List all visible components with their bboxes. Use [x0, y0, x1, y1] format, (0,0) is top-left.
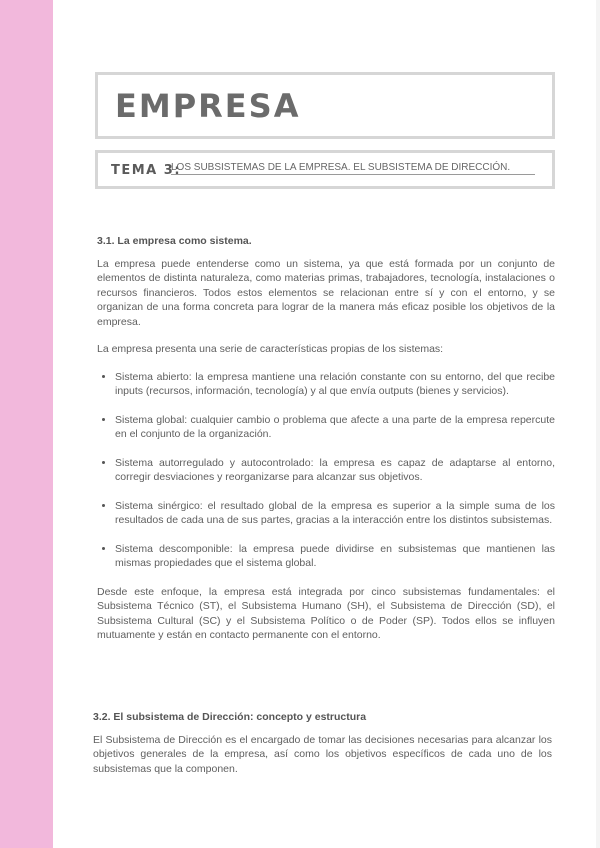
characteristics-list	[97, 370, 555, 571]
section-2-text: El Subsistema de Dirección es el encargado de tomar las decisiones necesarias para alcanzar los objetivos generales de la empresa, así como los objetivos específicos de cada uno de los subsistemas que la componen.	[93, 733, 552, 775]
topic-text: LOS SUBSISTEMAS DE LA EMPRESA. EL SUBSISTEMA DE DIRECCIÓN.	[171, 162, 535, 175]
title-box	[95, 72, 555, 139]
section-2-heading: 3.2. El subsistema de Dirección: concepto y estructura	[93, 711, 367, 723]
list-item: • Sistema autorregulado y autocontrolado: la empresa es capaz de adaptarse al entorno, corregir desviaciones y reorganizarse para alcanzar sus objetivos.	[115, 456, 555, 485]
section-1-intro: La empresa puede entenderse como un sistema, ya que está formada por un conjunto de elementos de distinta naturaleza, como materias primas, trabajadores, tecnología, instalaciones o recursos financieros. Todos estos elementos se relacionan entre sí y con el entorno, y se organizan de una forma concreta para lograr de la manera más eficaz posible los objetivos de la empresa.	[97, 257, 555, 328]
list-item: • Sistema abierto: la empresa mantiene una relación constante con su entorno, del que recibe inputs (recursos, información, tecnología) y al que envía outputs (bienes y servicios).	[115, 370, 555, 399]
page-title: EMPRESA	[115, 87, 301, 125]
list-item: • Sistema sinérgico: el resultado global de la empresa es superior a la simple suma de los resultados de cada una de sus partes, gracias a la interacción entre los distintos subsistemas.	[115, 499, 555, 528]
section-1-lead: La empresa presenta una serie de características propias de los sistemas:	[97, 343, 444, 355]
section-1-heading: 3.1. La empresa como sistema.	[97, 235, 252, 247]
pink-side-band	[0, 0, 53, 848]
list-item: • Sistema descomponible: la empresa puede dividirse en subsistemas que mantienen las mismas propiedades que el sistema global.	[115, 542, 555, 571]
topic-box	[95, 150, 555, 189]
list-item: • Sistema global: cualquier cambio o problema que afecte a una parte de la empresa repercute en el conjunto de la organización.	[115, 413, 555, 442]
section-2	[93, 710, 552, 789]
section-1	[97, 234, 555, 656]
right-page-edge	[596, 0, 600, 848]
topic-label: TEMA 3:	[111, 163, 182, 178]
section-1-closing: Desde este enfoque, la empresa está integrada por cinco subsistemas fundamentales: el Subsistema Técnico (ST), el Subsistema Humano (SH), el Subsistema de Dirección (SD), el Subsistema Cultural (SC) y el Subsistema Político o de Poder (SP). Todos ellos se influyen mutuamente y están en contacto permanente con el entorno.	[97, 585, 555, 641]
